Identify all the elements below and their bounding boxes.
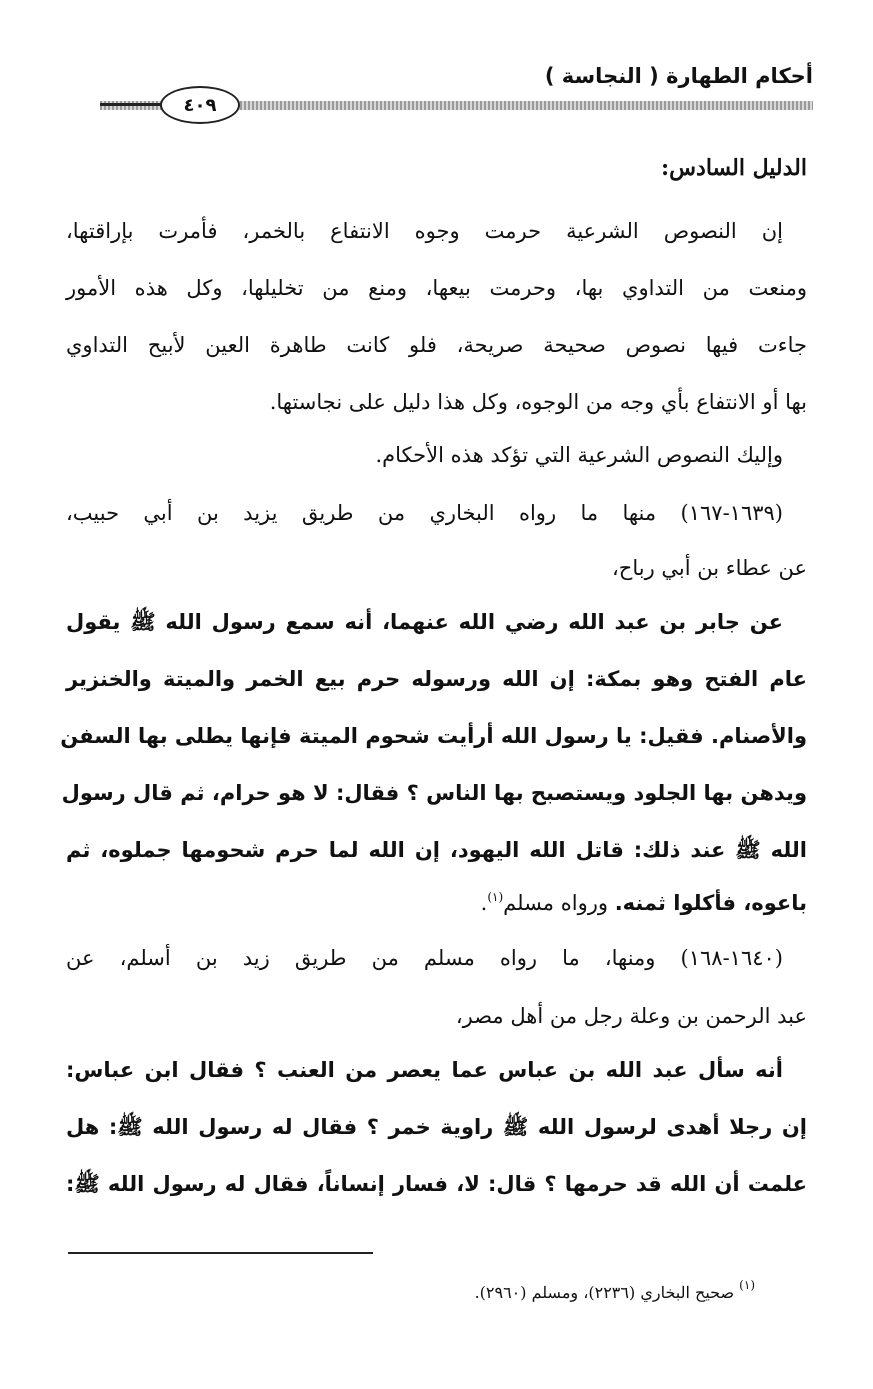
hadith-chain-line: عبد الرحمن بن وعلة رجل من أهل مصر، [455, 1004, 807, 1028]
text-line: إن النصوص الشرعية حرمت وجوه الانتفاع بالخمر، فأمرت بإراقتها، [66, 219, 783, 243]
source-note: ورواه مسلم [503, 891, 608, 915]
hadith-ending: باعوه، فأكلوا ثمنه. [614, 891, 807, 915]
running-title: أحكام الطهارة ( النجاسة ) [544, 64, 813, 88]
hadith-chain-line: (١٦٣٩-١٦٧) منها ما رواه البخاري من طريق يزيد بن أبي حبيب، [66, 501, 783, 525]
footnote-ref: (١) [487, 890, 504, 904]
hadith-text-line [66, 883, 807, 923]
hadith-chain-line: (١٦٤٠-١٦٨) ومنها، ما رواه مسلم من طريق زيد بن أسلم، عن [66, 946, 783, 970]
hadith-text-line: علمت أن الله قد حرمها ؟ قال: لا، فسار إنساناً، فقال له رسول الله ﷺ: [66, 1172, 807, 1196]
page-number-badge [160, 86, 240, 124]
hadith-text-line: أنه سأل عبد الله بن عباس عما يعصر من العنب ؟ فقال ابن عباس: [66, 1058, 783, 1082]
text-line: ومنعت من التداوي بها، وحرمت بيعها، ومنع من تخليلها، وكل هذه الأمور [66, 276, 807, 300]
text-line: وإليك النصوص الشرعية التي تؤكد هذه الأحكام. [375, 443, 783, 467]
footnote-rule [68, 1252, 373, 1254]
section-heading: الدليل السادس: [661, 155, 807, 181]
hadith-text-line: عام الفتح وهو بمكة: إن الله ورسوله حرم بيع الخمر والميتة والخنزير [66, 667, 807, 691]
text-line: بها أو الانتفاع بأي وجه من الوجوه، وكل هذا دليل على نجاستها. [269, 390, 807, 414]
hadith-chain-line: عن عطاء بن أبي رباح، [612, 556, 807, 580]
page-number: ٤٠٩ [183, 94, 217, 116]
footnote [474, 1278, 755, 1302]
hadith-text-line: الله ﷺ عند ذلك: قاتل الله اليهود، إن الله لما حرم شحومها جملوه، ثم [66, 838, 807, 862]
footnote-text: صحيح البخاري (٢٢٣٦)، ومسلم (٢٩٦٠). [474, 1283, 735, 1302]
hadith-text-line: والأصنام. فقيل: يا رسول الله أرأيت شحوم الميتة فإنها يطلى بها السفن [60, 724, 807, 748]
hadith-text-line: إن رجلا أهدى لرسول الله ﷺ راوية خمر ؟ فقال له رسول الله ﷺ: هل [66, 1115, 807, 1139]
footnote-marker: (١) [739, 1278, 755, 1292]
hadith-text-line: عن جابر بن عبد الله رضي الله عنهما، أنه سمع رسول الله ﷺ يقول [66, 610, 783, 634]
source-note-period: . [480, 891, 488, 915]
text-line: جاءت فيها نصوص صحيحة صريحة، فلو كانت طاهرة العين لأبيح التداوي [66, 333, 807, 357]
hadith-text-line: ويدهن بها الجلود ويستصبح بها الناس ؟ فقال: لا هو حرام، ثم قال رسول [61, 781, 807, 805]
